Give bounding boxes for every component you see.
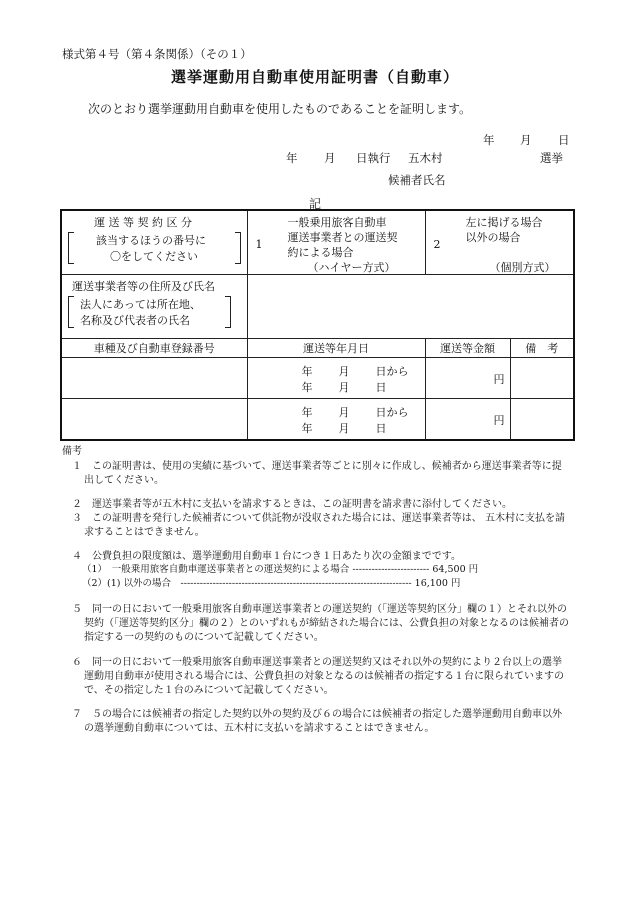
header-remarks: 備 考 xyxy=(510,339,574,358)
option2-line1: 左に掲げる場合 xyxy=(465,216,543,229)
to-year: 年 xyxy=(301,381,313,394)
to-month: 月 xyxy=(338,381,350,394)
election-label: 選挙 xyxy=(540,151,563,165)
note-5b: 契約（「運送等契約区分」欄の２）とのいずれもが締結された場合には、公費負担の対象となるのは候補者の xyxy=(84,618,569,629)
operator-label-line1: 運送事業者等の住所及び氏名 xyxy=(72,280,215,293)
note-6c: で、その指定した１台のみについて記載してください。 xyxy=(84,685,334,696)
form-number: 様式第４号（第４条関係）（その１） xyxy=(62,47,252,61)
option2-line3: （個別方式） xyxy=(489,261,556,274)
option1-line2: 運送事業者との運送契 xyxy=(287,231,398,244)
note-5c: 指定する一の契約のものについて記載してください。 xyxy=(84,632,324,643)
note-6a: ６ 同一の日において一般乗用旅客自動車運送事業者との運送契約又はそれ以外の契約により２台以上の選挙 xyxy=(72,657,562,668)
remarks-cell[interactable] xyxy=(510,399,574,441)
note-4c: （2）(1) 以外の場合 ------------------------------------------------------------------------ 16,100 円 xyxy=(82,578,461,589)
option1-number: 1 xyxy=(255,238,263,251)
remarks-cell[interactable] xyxy=(510,358,574,399)
note-4b: （1） 一般乗用旅客自動車運送事業者との運送契約による場合 ------------------------ 64,500 円 xyxy=(82,564,479,575)
from-year: 年 xyxy=(301,365,313,378)
note-6b: 運動用自動車が使用される場合には、公費負担の対象となるのは候補者の指定する１台に限られていますの xyxy=(84,671,564,682)
to-day: 日 xyxy=(375,422,387,435)
header-vehicle: 車種及び自動車登録番号 xyxy=(61,339,247,358)
vehicle-cell[interactable] xyxy=(61,399,247,441)
document-title: 選挙運動用自動車使用証明書（自動車） xyxy=(170,68,459,86)
note-7a: ７ ５の場合には候補者の指定した契約以外の契約及び６の場合には候補者の指定した選挙運動用自動車以外 xyxy=(72,709,562,720)
intro-text: 次のとおり選挙運動用自動車を使用したものであることを証明します。 xyxy=(88,102,472,116)
header-dates: 運送等年月日 xyxy=(247,339,425,358)
note-4a: ４ 公費負担の限度額は、選挙運動用自動車１台につき１日あたり次の金額までです。 xyxy=(72,551,461,562)
village-name: 五木村 xyxy=(408,151,443,165)
contract-option2-cell[interactable] xyxy=(425,210,574,275)
date-cell[interactable] xyxy=(247,358,425,399)
exec-month: 月 xyxy=(324,151,336,165)
from-day: 日から xyxy=(375,365,409,378)
to-year: 年 xyxy=(301,422,313,435)
note-2: ２ 運送事業者等が五木村に支払いを請求するときは、この証明書を請求書に添付してください。 xyxy=(72,499,512,510)
vehicle-cell[interactable] xyxy=(61,358,247,399)
date-day: 日 xyxy=(558,133,570,147)
option2-number: 2 xyxy=(433,238,441,251)
yen-unit: 円 xyxy=(493,373,505,386)
to-day: 日 xyxy=(375,381,387,394)
option1-line1: 一般乗用旅客自動車 xyxy=(287,216,387,229)
operator-value-cell[interactable] xyxy=(247,275,574,339)
from-year: 年 xyxy=(301,406,313,419)
exec-year: 年 xyxy=(286,151,298,165)
contract-label-line2: 該当するほうの番号に xyxy=(96,234,206,247)
amount-cell[interactable] xyxy=(425,399,510,441)
left-bracket xyxy=(68,296,74,328)
operator-label-line3: 名称及び代表者の氏名 xyxy=(80,314,190,327)
candidate-name-label: 候補者氏名 xyxy=(388,173,446,187)
note-1b: 出してください。 xyxy=(84,475,164,486)
note-1a: １ この証明書は、使用の実績に基づいて、運送事業者等ごとに別々に作成し、候補者から運送事業者等に提 xyxy=(72,461,562,472)
right-bracket xyxy=(235,232,241,264)
left-bracket xyxy=(68,232,74,264)
date-month: 月 xyxy=(520,133,532,147)
from-month: 月 xyxy=(338,406,350,419)
contract-option1-cell[interactable] xyxy=(247,210,425,275)
from-month: 月 xyxy=(338,365,350,378)
contract-label-line3: 〇をしてください xyxy=(110,250,198,263)
right-bracket xyxy=(225,296,231,328)
date-cell[interactable] xyxy=(247,399,425,441)
table-row xyxy=(61,399,574,441)
note-7b: の選挙運動自動車については、五木村に支払いを請求することはできません。 xyxy=(84,723,435,734)
notes-heading: 備考 xyxy=(62,446,82,457)
usage-table xyxy=(60,209,575,441)
table-row xyxy=(61,358,574,399)
option1-line3: 約による場合 xyxy=(287,246,354,259)
option2-line2: 以外の場合 xyxy=(465,231,521,244)
ki-label: 記 xyxy=(308,197,321,211)
operator-label-line2: 法人にあっては所在地、 xyxy=(80,298,201,311)
amount-cell[interactable] xyxy=(425,358,510,399)
from-day: 日から xyxy=(375,406,409,419)
note-3b: 求することはできません。 xyxy=(84,527,205,538)
to-month: 月 xyxy=(338,422,350,435)
option1-line4: （ハイヤー方式） xyxy=(307,261,396,274)
yen-unit: 円 xyxy=(493,414,505,427)
note-3a: ３ この証明書を発行した候補者について供託物が没収された場合には、運送事業者等は、 五木村に支払を請 xyxy=(72,513,565,524)
operator-label-cell xyxy=(61,275,247,339)
exec-day: 日執行 xyxy=(356,151,391,165)
contract-label-line1: 運 送 等 契 約 区 分 xyxy=(94,216,192,229)
date-year: 年 xyxy=(483,133,495,147)
contract-label-cell xyxy=(61,210,247,275)
note-5a: ５ 同一の日において一般乗用旅客自動車運送事業者との運送契約（「運送等契約区分」欄の１）とそれ以外の xyxy=(72,604,567,615)
header-amount: 運送等金額 xyxy=(425,339,510,358)
